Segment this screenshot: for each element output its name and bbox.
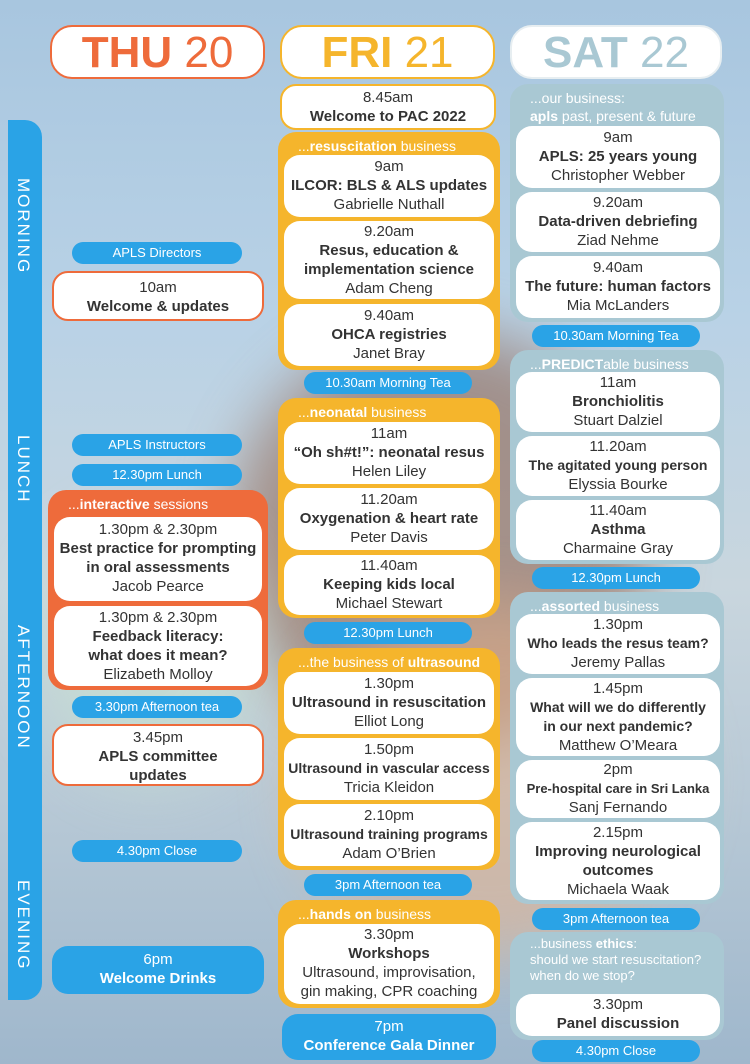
session-card: 9.20am Resus, education & implementation science Adam Cheng xyxy=(284,221,494,299)
period-label-morning: MORNING xyxy=(14,178,33,275)
workshops-card: 3.30pm Workshops Ultrasound, improvisation, gin making, CPR coaching xyxy=(284,924,494,1004)
session-card: 1.50pm Ultrasound in vascular access Tricia Kleidon xyxy=(284,738,494,800)
session-card: 11.20am Oxygenation & heart rate Peter Davis xyxy=(284,488,494,550)
pill-fri-afternoon-tea: 3pm Afternoon tea xyxy=(304,874,472,896)
day-header-thu: THU 20 xyxy=(50,25,265,79)
pill-apls-instructors: APLS Instructors xyxy=(72,434,242,456)
day-header-fri: FRI 21 xyxy=(280,25,495,79)
session-card: 11am Bronchiolitis Stuart Dalziel xyxy=(516,372,720,432)
section-heading: ...neonatal business xyxy=(298,404,427,420)
period-label-evening: EVENING xyxy=(14,880,33,971)
thu-welcome-card: 10am Welcome & updates xyxy=(52,271,264,321)
session-card: 11.20am The agitated young person Elyssia Bourke xyxy=(516,436,720,496)
section-heading: ...our business: apls past, present & future xyxy=(530,90,696,124)
section-heading: ...PREDICTable business xyxy=(530,356,689,372)
pill-fri-morning-tea: 10.30am Morning Tea xyxy=(304,372,472,394)
pill-sat-morning-tea: 10.30am Morning Tea xyxy=(532,325,700,347)
session-card: 11.40am Asthma Charmaine Gray xyxy=(516,500,720,560)
session-card: 9.40am The future: human factors Mia McLanders xyxy=(516,256,720,318)
session-card: 1.30pm & 2.30pm Best practice for prompting in oral assessments Jacob Pearce xyxy=(54,517,262,601)
pill-sat-afternoon-tea: 3pm Afternoon tea xyxy=(532,908,700,930)
session-card: 1.30pm Ultrasound in resuscitation Elliot Long xyxy=(284,672,494,734)
session-card: 9.20am Data-driven debriefing Ziad Nehme xyxy=(516,192,720,252)
session-card: 11am “Oh sh#t!”: neonatal resus Helen Liley xyxy=(284,422,494,484)
day-header-sat: SAT 22 xyxy=(510,25,722,79)
thu-welcome-drinks-card: 6pm Welcome Drinks xyxy=(52,946,264,994)
pill-thu-close: 4.30pm Close xyxy=(72,840,242,862)
session-card: 9am ILCOR: BLS & ALS updates Gabrielle Nuthall xyxy=(284,155,494,217)
section-heading: ...the business of ultrasound xyxy=(298,654,481,670)
fri-welcome-card: 8.45am Welcome to PAC 2022 xyxy=(280,84,496,130)
section-heading: ...interactive sessions xyxy=(68,496,209,512)
session-card: 1.45pm What will we do differently in our next pandemic? Matthew O’Meara xyxy=(516,678,720,756)
pill-fri-lunch: 12.30pm Lunch xyxy=(304,622,472,644)
session-card: 9am APLS: 25 years young Christopher Webber xyxy=(516,126,720,188)
period-label-afternoon: AFTERNOON xyxy=(14,625,33,750)
panel-discussion-card: 3.30pm Panel discussion xyxy=(516,994,720,1036)
period-label-lunch: LUNCH xyxy=(14,435,33,504)
pill-sat-lunch: 12.30pm Lunch xyxy=(532,567,700,589)
session-card: 1.30pm & 2.30pm Feedback literacy: what does it mean? Elizabeth Molloy xyxy=(54,606,262,686)
section-heading: ...business ethics: should we start resuscitation? when do we stop? xyxy=(530,936,702,983)
pill-thu-lunch: 12.30pm Lunch xyxy=(72,464,242,486)
session-card: 9.40am OHCA registries Janet Bray xyxy=(284,304,494,366)
thu-committee-card: 3.45pm APLS committee updates xyxy=(52,724,264,786)
pill-sat-close: 4.30pm Close xyxy=(532,1040,700,1062)
section-heading: ...hands on business xyxy=(298,906,432,922)
section-heading: ...resuscitation business xyxy=(298,138,456,154)
session-card: 1.30pm Who leads the resus team? Jeremy Pallas xyxy=(516,614,720,674)
session-card: 2.10pm Ultrasound training programs Adam O’Brien xyxy=(284,804,494,866)
session-card: 2.15pm Improving neurological outcomes Michaela Waak xyxy=(516,822,720,900)
session-card: 11.40am Keeping kids local Michael Stewart xyxy=(284,555,494,615)
fri-gala-dinner-card: 7pm Conference Gala Dinner xyxy=(282,1014,496,1060)
section-heading: ...assorted business xyxy=(530,598,660,614)
session-card: 2pm Pre-hospital care in Sri Lanka Sanj Fernando xyxy=(516,760,720,818)
pill-thu-afternoon-tea: 3.30pm Afternoon tea xyxy=(72,696,242,718)
pill-apls-directors: APLS Directors xyxy=(72,242,242,264)
